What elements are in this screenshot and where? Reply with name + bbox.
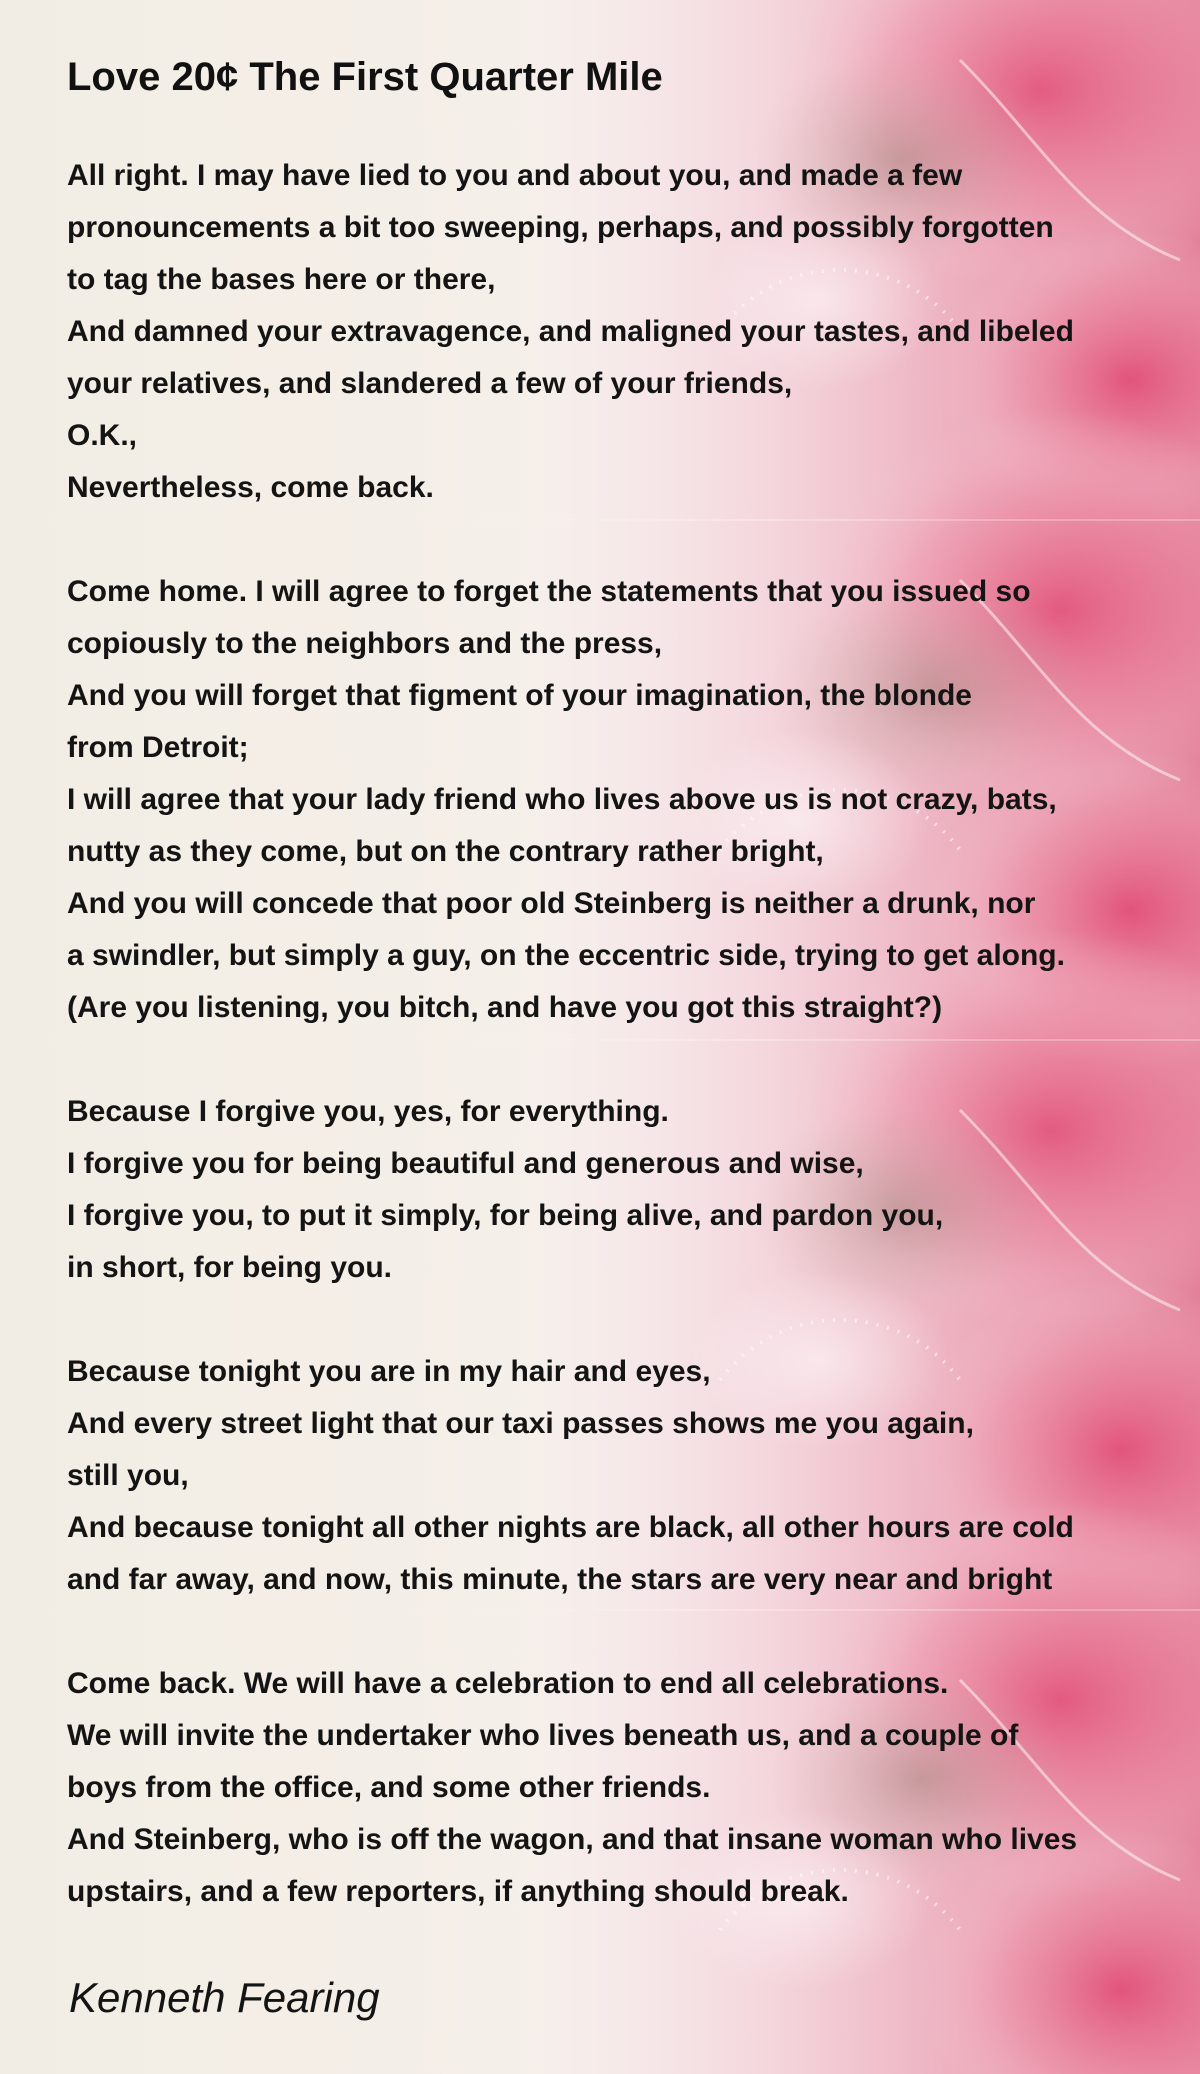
poem-line: All right. I may have lied to you and about you, and made a few (67, 159, 963, 192)
poem-stanza (67, 1658, 1187, 1918)
poem-line: And every street light that our taxi passes shows me you again, (67, 1407, 974, 1440)
poem-stanza (67, 1346, 1187, 1606)
poem-line: nutty as they come, but on the contrary rather bright, (67, 835, 824, 868)
poem-line: in short, for being you. (67, 1251, 392, 1284)
poem-line: still you, (67, 1459, 189, 1492)
poem-line: I forgive you for being beautiful and generous and wise, (67, 1147, 864, 1180)
poem-author: Kenneth Fearing (69, 1974, 380, 2021)
poem-line: And you will concede that poor old Steinberg is neither a drunk, nor (67, 887, 1036, 920)
poem-line: And Steinberg, who is off the wagon, and that insane woman who lives (67, 1823, 1078, 1856)
poem-line: I forgive you, to put it simply, for being alive, and pardon you, (67, 1199, 944, 1232)
poem-line: your relatives, and slandered a few of your friends, (67, 367, 793, 400)
poem-line: from Detroit; (67, 731, 249, 764)
poem-line: pronouncements a bit too sweeping, perhaps, and possibly forgotten (67, 211, 1054, 244)
poem-line: Come back. We will have a celebration to end all celebrations. (67, 1667, 949, 1700)
poem-stanza (67, 150, 1187, 514)
poem-line: We will invite the undertaker who lives beneath us, and a couple of (67, 1719, 1019, 1752)
stanza-spacer (67, 1606, 1187, 1658)
poem-line: I will agree that your lady friend who lives above us is not crazy, bats, (67, 783, 1057, 816)
stanza-spacer (67, 1294, 1187, 1346)
poem-line: a swindler, but simply a guy, on the eccentric side, trying to get along. (67, 939, 1065, 972)
stanza-spacer (67, 1034, 1187, 1086)
poem-line: And damned your extravagence, and maligned your tastes, and libeled (67, 315, 1074, 348)
poem-line: and far away, and now, this minute, the stars are very near and bright (67, 1563, 1053, 1596)
stanza-spacer (67, 514, 1187, 566)
poem-line: Because I forgive you, yes, for everything. (67, 1095, 669, 1128)
poem-line: upstairs, and a few reporters, if anything should break. (67, 1875, 849, 1908)
poem-line: And because tonight all other nights are black, all other hours are cold (67, 1511, 1074, 1544)
poem-line: Come home. I will agree to forget the statements that you issued so (67, 575, 1031, 608)
poem-stanza (67, 1086, 1187, 1294)
poem-line: copiously to the neighbors and the press, (67, 627, 663, 660)
poem-line: Because tonight you are in my hair and eyes, (67, 1355, 711, 1388)
poem-title: Love 20¢ The First Quarter Mile (67, 55, 663, 99)
poem-line: (Are you listening, you bitch, and have you got this straight?) (67, 991, 943, 1024)
poem-line: boys from the office, and some other friends. (67, 1771, 711, 1804)
poem-body (67, 150, 1187, 1918)
poem-line: Nevertheless, come back. (67, 471, 434, 504)
poem-stanza (67, 566, 1187, 1034)
poem-line: And you will forget that figment of your imagination, the blonde (67, 679, 972, 712)
poem-line: O.K., (67, 419, 138, 452)
poem-line: to tag the bases here or there, (67, 263, 496, 296)
